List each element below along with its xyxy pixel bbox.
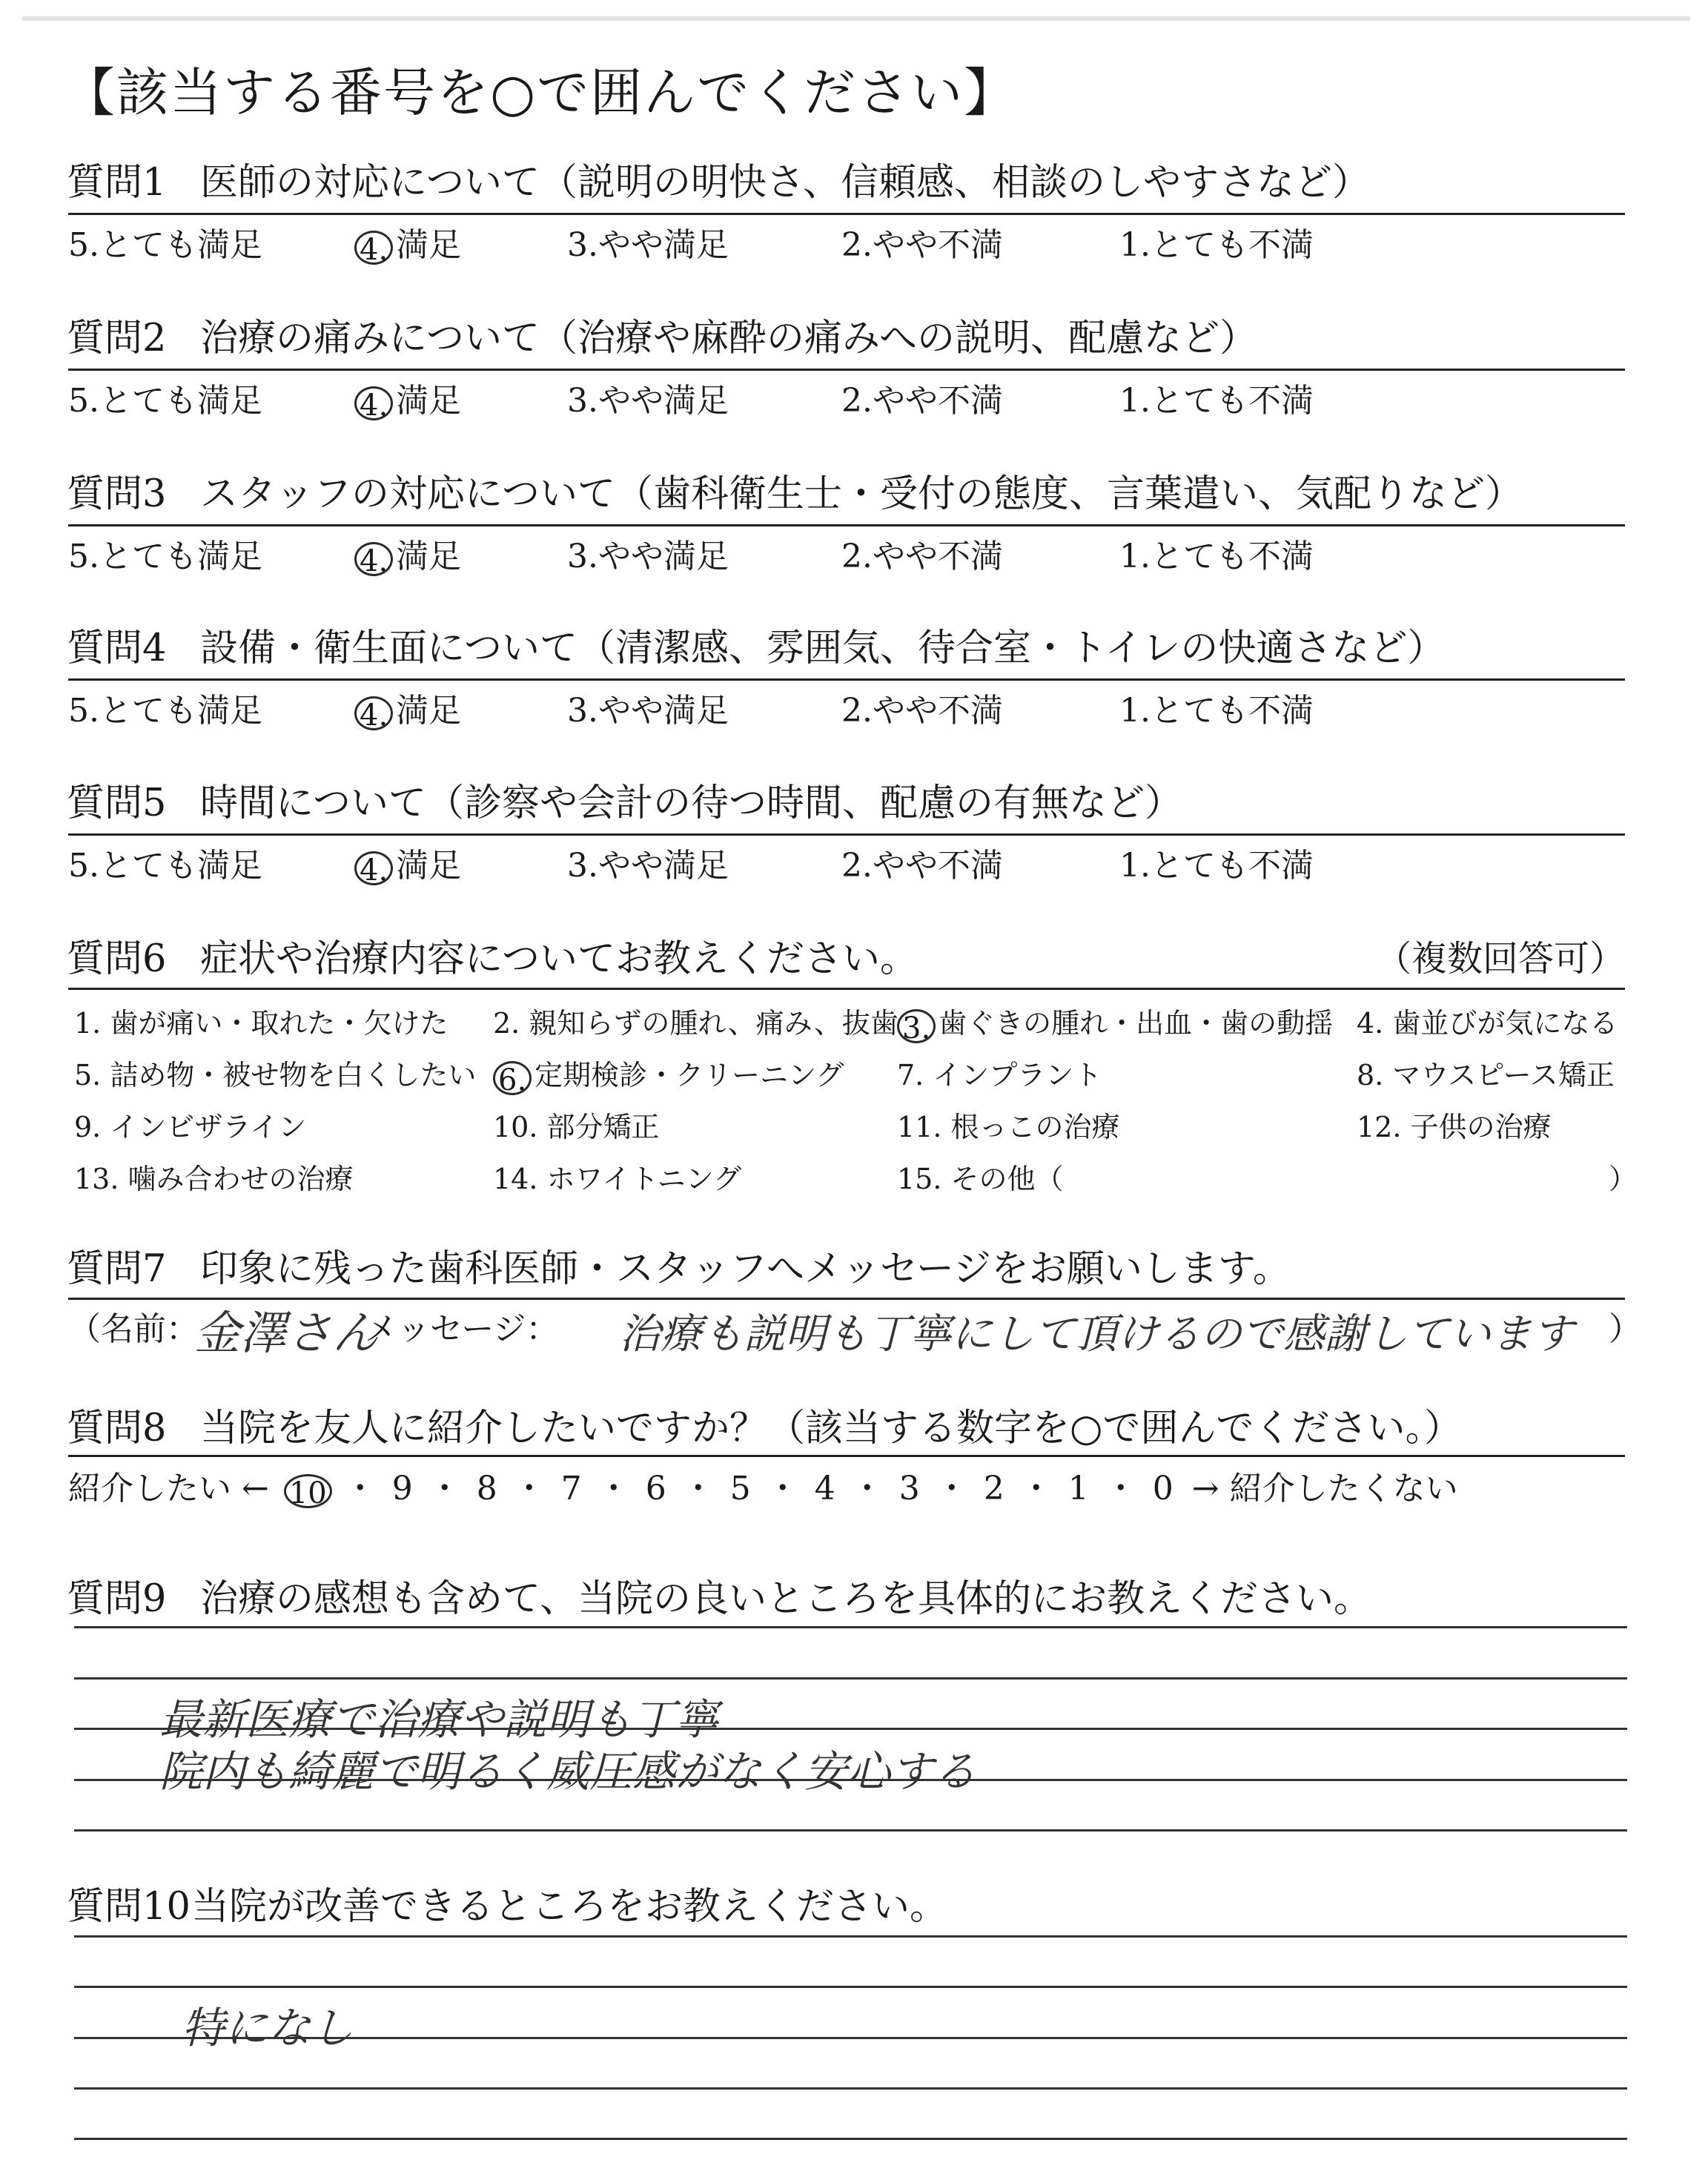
question-4-text: 設備・衛生面について（清潔感、雰囲気、待合室・トイレの快適さなど） [200,627,1446,670]
question-1-rule [68,213,1625,215]
question-8-number: 質問8 [67,1407,167,1450]
q6-option-14[interactable] [493,1160,741,1198]
q6-option-label: 10. 部分矯正 [493,1111,660,1143]
question-5-heading [67,780,1182,828]
q6-option-label: 8. マウスピース矯正 [1357,1059,1615,1091]
q6-option-3[interactable] [897,1005,1334,1046]
question-5-number: 質問5 [67,782,167,825]
scale-separator: ・ [597,1470,630,1507]
question-5-text: 時間について（診察や会計の待つ時間、配慮の有無など） [200,782,1182,825]
scale-value-4[interactable]: 4 [814,1470,835,1507]
q6-option-label: 定期検診・クリーニング [534,1059,844,1091]
selection-circle: 6. [493,1061,532,1095]
selection-circle: 4. [354,542,393,576]
scale-value-6[interactable]: 6 [645,1470,666,1507]
q4-option[interactable]: 1.とても不満 [1119,692,1314,730]
q6-option-4[interactable] [1357,1005,1618,1042]
scale-value-9[interactable]: 9 [391,1470,413,1507]
q7-close-paren: ） [1609,1310,1641,1348]
scale-value-2[interactable]: 2 [983,1470,1004,1507]
scale-separator: ・ [935,1470,968,1507]
scale-separator: ・ [512,1470,546,1507]
q3-option-4-selected[interactable] [354,536,461,578]
question-2-number: 質問2 [67,317,167,360]
question-4-number: 質問4 [67,627,167,670]
option-label: 満足 [396,226,462,264]
scale-value-7[interactable]: 7 [560,1470,582,1507]
q4-option[interactable]: 3.やや満足 [567,692,729,730]
question-8-rule [68,1455,1625,1457]
question-1-text: 医師の対応について（説明の明快さ、信頼感、相談のしやすさなど） [200,161,1370,205]
q5-option[interactable]: 3.やや満足 [567,847,729,885]
question-10-number: 質問10 [67,1885,191,1929]
q2-option[interactable]: 5.とても満足 [68,382,262,420]
question-6-rule [68,988,1625,990]
q6-option-label: 1. 歯が痛い・取れた・欠けた [74,1007,448,1040]
q5-option[interactable]: 1.とても不満 [1119,847,1314,885]
q2-option[interactable]: 2.やや不満 [841,382,1003,420]
q10-answer-line [74,2087,1627,2090]
option-label: 満足 [396,847,462,885]
question-6-note: （複数回答可） [1375,938,1625,980]
scale-separator: ・ [428,1470,461,1507]
q6-option-12[interactable] [1357,1109,1552,1146]
q6-option-label: 11. 根っこの治療 [897,1111,1120,1143]
q6-other-close-paren: ） [1609,1163,1638,1195]
q6-option-label: 7. インプラント [897,1059,1102,1091]
question-10-text: 当院が改善できるところをお教えください。 [191,1885,948,1929]
q9-answer-line [74,1677,1627,1680]
question-3-heading [67,471,1523,518]
scale-separator: ・ [766,1470,799,1507]
question-7-heading [67,1246,1291,1293]
question-7-text: 印象に残った歯科医師・スタッフへメッセージをお願いします。 [200,1247,1291,1291]
question-6-number: 質問6 [67,937,167,981]
q6-option-5[interactable] [74,1057,476,1094]
scale-value-0[interactable]: 0 [1152,1470,1174,1507]
top-border [22,16,1690,21]
selection-circle: 4. [354,851,393,885]
question-1-heading [67,159,1370,207]
q10-answer-line-1[interactable]: 特になし [182,2003,354,2053]
q3-option[interactable]: 3.やや満足 [567,538,729,575]
q9-answer-line-2[interactable]: 院内も綺麗で明るく威圧感がなく安心する [159,1746,977,1797]
q6-option-label: 12. 子供の治療 [1357,1111,1552,1143]
q4-option[interactable]: 2.やや不満 [841,692,1003,730]
scale-value-1[interactable]: 1 [1068,1470,1089,1507]
scale-separator: ・ [681,1470,715,1507]
selection-circle: 4. [354,696,393,730]
q5-option-4-selected[interactable] [354,845,461,887]
scale-separator: ・ [343,1470,377,1507]
scale-value-5[interactable]: 5 [729,1470,751,1507]
scale-separator: ・ [1019,1470,1053,1507]
question-3-text: スタッフの対応について（歯科衛生士・受付の態度、言葉遣い、気配りなど） [200,472,1523,516]
question-2-text: 治療の痛みについて（治療や麻酔の痛みへの説明、配慮など） [200,317,1257,360]
q9-answer-line [74,1626,1627,1628]
q6-option-label: 14. ホワイトニング [493,1163,742,1195]
question-5-rule [68,833,1625,836]
q6-option-label: 歯ぐきの腫れ・出血・歯の動揺 [939,1007,1334,1040]
selection-circle: 4. [354,231,393,265]
question-9-heading [67,1576,1371,1623]
question-4-heading [67,625,1445,673]
question-6-heading [67,936,918,983]
question-9-text: 治療の感想も含めて、当院の良いところを具体的にお教えください。 [200,1577,1371,1621]
q6-option-2[interactable] [493,1005,898,1042]
q6-option-label: 2. 親知らずの腫れ、痛み、抜歯 [493,1007,898,1040]
question-2-rule [68,369,1625,371]
form-title: 【該当する番号を○で囲んでください】 [63,62,1018,123]
option-label: 満足 [396,382,462,420]
q1-option-4-selected[interactable] [354,225,461,266]
q6-option-label: 5. 詰め物・被せ物を白くしたい [74,1059,477,1091]
question-4-rule [68,678,1625,681]
q2-option[interactable]: 3.やや満足 [567,382,729,420]
q10-answer-line [74,1986,1627,1988]
q6-option-11[interactable] [897,1109,1120,1146]
q10-answer-line [74,2138,1627,2140]
q6-option-label: 13. 噛み合わせの治療 [74,1163,354,1195]
question-3-rule [68,524,1625,526]
selection-circle: 3. [897,1009,936,1043]
q7-name-label: （名前： [68,1310,199,1348]
q6-option-label: 4. 歯並びが気になる [1357,1007,1618,1040]
q2-option[interactable]: 1.とても不満 [1119,382,1314,420]
q7-message-handwritten[interactable]: 治療も説明も丁寧にして頂けるので感謝しています [619,1310,1574,1358]
question-8-text: 当院を友人に紹介したいですか？（該当する数字を○で囲んでください。） [200,1407,1463,1450]
scale-separator: ・ [850,1470,884,1507]
scale-separator: ・ [1104,1470,1137,1507]
scale-value-8[interactable]: 8 [476,1470,497,1507]
q10-answer-line [74,1935,1627,1938]
scale-value-10[interactable]: 10 [284,1474,332,1508]
q6-option-6[interactable] [493,1057,844,1095]
question-10-heading [67,1883,947,1931]
q6-option-9[interactable] [74,1109,306,1146]
q6-option-10[interactable] [493,1109,660,1146]
q5-option[interactable]: 5.とても満足 [68,847,262,885]
q7-message-label: メッセージ： [365,1310,559,1348]
q6-option-1[interactable] [74,1005,448,1042]
q3-option[interactable]: 5.とても満足 [68,538,262,575]
question-9-number: 質問9 [67,1577,167,1621]
q6-option-label: 9. インビザライン [74,1111,307,1143]
q6-option-15[interactable] [897,1160,1064,1198]
recommend-scale [68,1468,1458,1510]
scale-right-label: → 紹介したくない [1191,1470,1458,1507]
q6-option-13[interactable] [74,1160,354,1198]
q5-option[interactable]: 2.やや不満 [841,847,1003,885]
question-8-heading [67,1405,1462,1453]
q6-option-8[interactable] [1357,1057,1615,1094]
scale-value-3[interactable]: 3 [898,1470,920,1507]
q7-name-handwritten[interactable]: 金澤さん [194,1306,379,1360]
question-1-number: 質問1 [67,161,167,205]
option-label: 満足 [396,692,462,730]
q2-option-4-selected[interactable] [354,380,461,422]
q1-option[interactable]: 3.やや満足 [567,226,729,264]
q1-option[interactable]: 2.やや不満 [841,226,1003,264]
q6-option-label: 15. その他（ [897,1163,1064,1195]
q9-answer-line [74,1829,1627,1832]
q1-option[interactable]: 5.とても満足 [68,226,262,264]
question-7-number: 質問7 [67,1247,167,1291]
question-6-text: 症状や治療内容についてお教えください。 [200,937,918,981]
q4-option-4-selected[interactable] [354,690,461,732]
scale-left-label: 紹介したい ← [68,1470,269,1507]
q3-option[interactable]: 1.とても不満 [1119,538,1314,575]
option-label: 満足 [396,538,462,575]
q9-answer-line-1[interactable]: 最新医療で治療や説明も丁寧 [159,1694,719,1745]
q3-option[interactable]: 2.やや不満 [841,538,1003,575]
q1-option[interactable]: 1.とても不満 [1119,226,1314,264]
q6-option-7[interactable] [897,1057,1102,1094]
q4-option[interactable]: 5.とても満足 [68,692,262,730]
selection-circle: 4. [354,386,393,420]
question-3-number: 質問3 [67,472,167,516]
question-2-heading [67,315,1257,363]
